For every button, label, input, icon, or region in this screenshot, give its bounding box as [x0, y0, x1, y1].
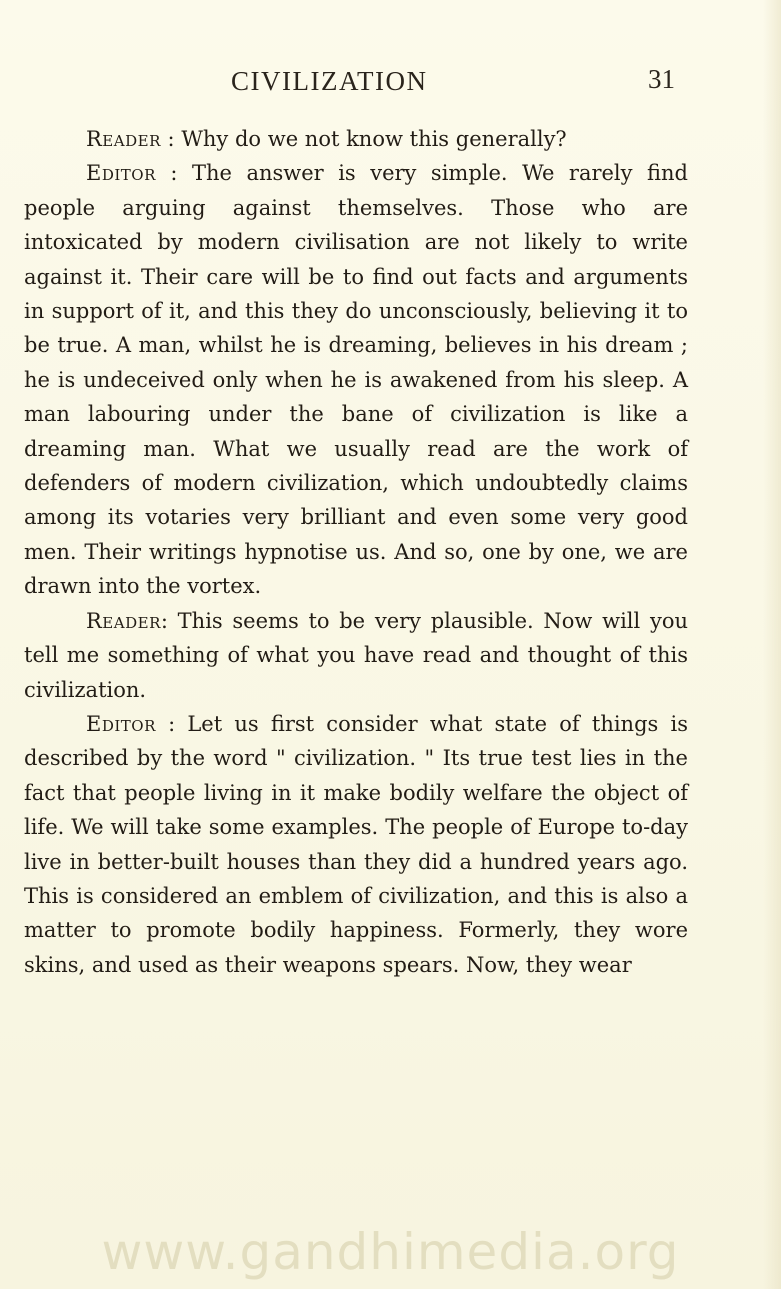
watermark: www.gandhimedia.org [101, 1223, 680, 1281]
paragraph-text: This seems to be very plausible. Now will you tell me something of what you have read and thought of this civilization. [24, 608, 688, 702]
running-title: CIVILIZATION [231, 66, 428, 96]
paragraph-text: The answer is very simple. We rarely find people arguing against themselves. Those who are intoxicated by modern civilisation are not likely to write against it. Their care will be to find out facts and arguments in support of it, and this they do unconsciously, believing it to be true. A man, whilst he is dreaming, believes in his dream ; he is undeceived only when he is awakened from his sleep. A man labouring under the bane of civilization is like a dreaming man. What we usually read are the work of defenders of modern civilization, which undoubtedly claims among its votaries very brilliant and even some very good men. Their writings hypnotise us. And so, one by one, we are drawn into the vortex. [24, 161, 688, 599]
speaker-label: Editor [86, 711, 156, 736]
speaker-separator: : [155, 161, 192, 186]
speaker-label: Reader [86, 127, 161, 151]
speaker-separator: : [160, 127, 182, 151]
speaker-separator: : [160, 608, 178, 633]
paragraph-text: Why do we not know this generally? [181, 127, 567, 151]
dialogue-paragraph [24, 156, 688, 603]
page-number: 31 [648, 64, 675, 94]
paragraph-text: Let us first consider what state of things is described by the word " civilization. " Its true test lies in the fact that people living in it make bodily welfare the object of life. We will take some examples. The people of Europe to-day live in better-built houses than they did a hundred years ago. This is considered an emblem of civilization, and this is also a matter to promote bodily happiness. Formerly, they wore skins, and used as their weapons spears. Now, they wear [24, 711, 688, 977]
dialogue-paragraph [24, 707, 688, 982]
speaker-label: Editor [86, 161, 156, 186]
body-text [24, 122, 688, 982]
dialogue-paragraph [24, 122, 688, 156]
running-head [0, 62, 781, 102]
speaker-label: Reader [86, 608, 161, 633]
speaker-separator: : [155, 711, 188, 736]
dialogue-paragraph [24, 604, 688, 707]
page-edge [763, 0, 781, 1289]
